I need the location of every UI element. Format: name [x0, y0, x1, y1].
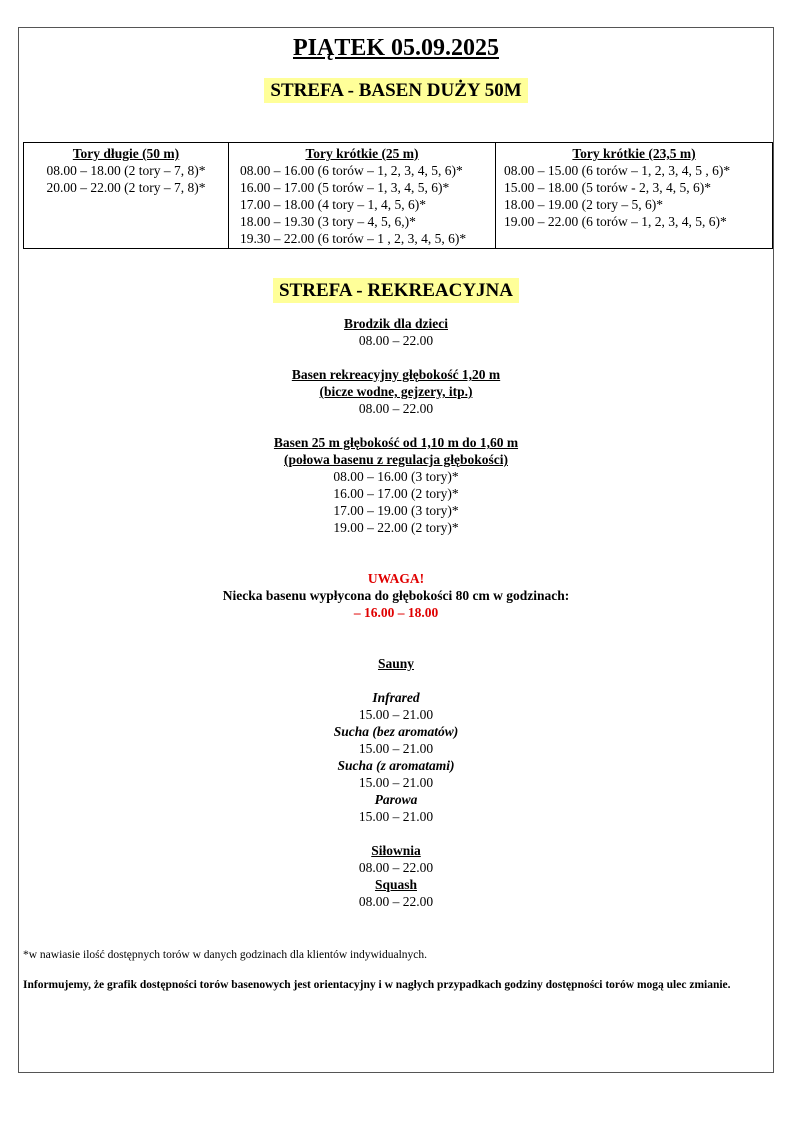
silownia-time: 08.00 – 22.00	[358, 860, 434, 875]
zone-heading-recreation	[19, 280, 773, 302]
lanes-col-short-23-5	[496, 143, 773, 249]
brodzik-heading: Brodzik dla dzieci	[343, 316, 448, 331]
lanes-col-long	[24, 143, 229, 249]
lane-row: 20.00 – 22.00 (2 tory – 7, 8)*	[46, 180, 206, 195]
zone-heading-50m-label: STREFA - BASEN DUŻY 50M	[264, 78, 527, 103]
sauny-heading: Sauny	[377, 656, 415, 671]
col-header-long: Tory długie (50 m)	[72, 146, 180, 161]
lane-row: 17.00 – 18.00 (4 tory – 1, 4, 5, 6)*	[240, 197, 426, 212]
col-header-short-23-5: Tory krótkie (23,5 m)	[572, 146, 696, 161]
lanes-table	[23, 142, 773, 249]
sauna-time: 15.00 – 21.00	[358, 775, 434, 790]
sauna-name: Sucha (z aromatami)	[337, 758, 455, 773]
lane-row: 16.00 – 17.00 (5 torów – 1, 3, 4, 5, 6)*	[240, 180, 450, 195]
uwaga-label: UWAGA!	[367, 571, 425, 586]
page-title: PIĄTEK 05.09.2025	[292, 35, 499, 61]
sauna-time: 15.00 – 21.00	[358, 707, 434, 722]
uwaga-text: Niecka basenu wypłycona do głębokości 80 cm w godzinach:	[222, 588, 570, 603]
squash-heading: Squash	[374, 877, 418, 892]
basen25-row: 16.00 – 17.00 (2 tory)*	[333, 486, 459, 501]
footnote: *w nawiasie ilość dostępnych torów w danych godzinach dla klientów indywidualnych.	[23, 949, 428, 961]
zone-heading-recreation-label: STREFA - REKREACYJNA	[273, 278, 519, 303]
brodzik-time: 08.00 – 22.00	[358, 333, 434, 348]
rekreacyjny-heading: Basen rekreacyjny głębokość 1,20 m	[291, 367, 501, 382]
lane-row: 18.00 – 19.00 (2 tory – 5, 6)*	[504, 197, 663, 212]
basen25-row: 17.00 – 19.00 (3 tory)*	[333, 503, 459, 518]
zone-heading-50m	[19, 80, 773, 102]
lane-row: 15.00 – 18.00 (5 torów - 2, 3, 4, 5, 6)*	[504, 180, 711, 195]
schedule-page	[18, 27, 774, 1073]
lane-row: 19.00 – 22.00 (6 torów – 1, 2, 3, 4, 5, 6)*	[504, 214, 727, 229]
lane-row: 08.00 – 18.00 (2 tory – 7, 8)*	[46, 163, 206, 178]
basen25-subheading: (połowa basenu z regulacja głębokości)	[283, 452, 508, 467]
sauna-time: 15.00 – 21.00	[358, 741, 434, 756]
lane-row: 08.00 – 15.00 (6 torów – 1, 2, 3, 4, 5 , 6)*	[504, 163, 731, 178]
lanes-col-short-25	[229, 143, 496, 249]
sauna-name: Infrared	[372, 690, 420, 705]
sauna-name: Parowa	[374, 792, 418, 807]
sauna-time: 15.00 – 21.00	[358, 809, 434, 824]
lane-row: 18.00 – 19.30 (3 tory – 4, 5, 6,)*	[240, 214, 416, 229]
info-note: Informujemy, że grafik dostępności torów basenowych jest orientacyjny i w nagłych przypadkach godziny dostępności torów mogą ulec zmianie.	[23, 979, 731, 991]
col-header-short-25: Tory krótkie (25 m)	[305, 146, 419, 161]
sauna-name: Sucha (bez aromatów)	[333, 724, 459, 739]
brodzik-block	[19, 315, 773, 910]
basen25-row: 08.00 – 16.00 (3 tory)*	[333, 469, 459, 484]
lane-row: 19.30 – 22.00 (6 torów – 1 , 2, 3, 4, 5, 6)*	[240, 231, 467, 246]
uwaga-time: – 16.00 – 18.00	[353, 605, 439, 620]
basen25-row: 19.00 – 22.00 (2 tory)*	[333, 520, 459, 535]
basen25-heading: Basen 25 m głębokość od 1,10 m do 1,60 m	[273, 435, 519, 450]
squash-time: 08.00 – 22.00	[358, 894, 434, 909]
rekreacyjny-subheading: (bicze wodne, gejzery, itp.)	[319, 384, 473, 399]
lane-row: 08.00 – 16.00 (6 torów – 1, 2, 3, 4, 5, 6)*	[240, 163, 463, 178]
recreation-section	[19, 280, 773, 910]
silownia-heading: Siłownia	[371, 843, 421, 858]
rekreacyjny-time: 08.00 – 22.00	[358, 401, 434, 416]
